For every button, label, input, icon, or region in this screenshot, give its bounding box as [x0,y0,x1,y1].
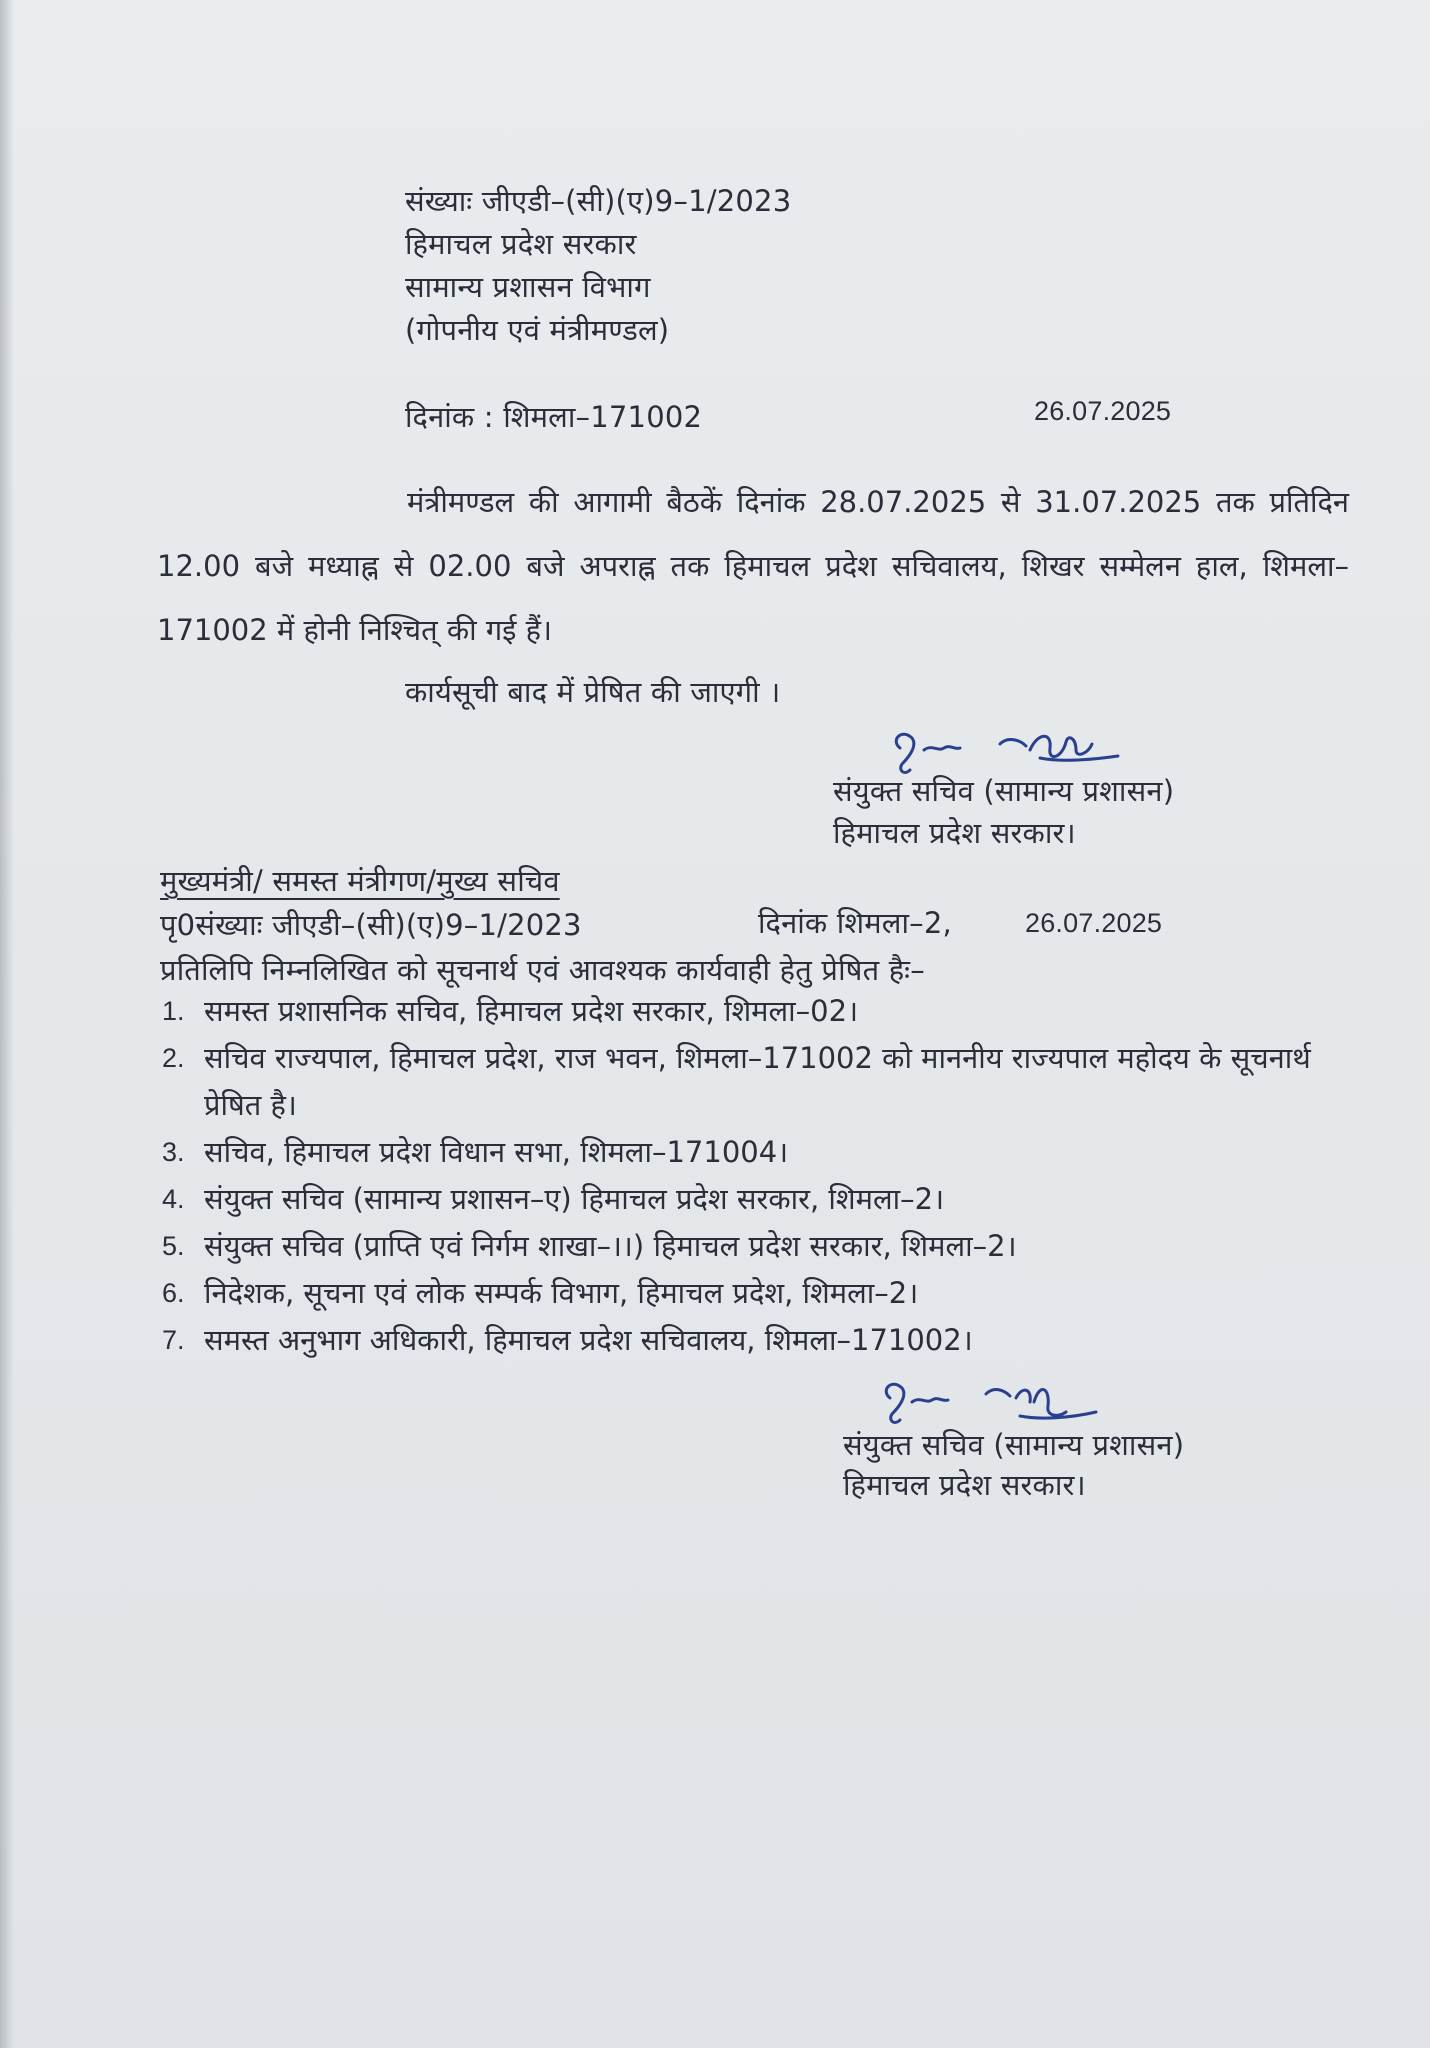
date-value: 26.07.2025 [1034,396,1172,426]
endorsement-date-value: 26.07.2025 [1025,908,1163,938]
copy-intro: प्रतिलिपि निम्नलिखित को सूचनार्थ एवं आवश्यक कार्यवाही हेतु प्रेषित हैः– [160,953,925,987]
list-item: 7. समस्त अनुभाग अधिकारी, हिमाचल प्रदेश सचिवालय, शिमला–171002। [162,1323,973,1357]
signatory-designation: संयुक्त सचिव (सामान्य प्रशासन) [843,1428,1185,1462]
endorsement-number: पृ0संख्याः जीएडी–(सी)(ए)9–1/2023 [160,908,582,942]
list-item: 6. निदेशक, सूचना एवं लोक सम्पर्क विभाग, हिमाचल प्रदेश, शिमला–2। [162,1276,919,1310]
signatory-government: हिमाचल प्रदेश सरकार। [833,816,1076,850]
list-item: 5. संयुक्त सचिव (प्राप्ति एवं निर्गम शाखा–।।) हिमाचल प्रदेश सरकार, शिमला–2। [162,1229,1017,1263]
list-item: 1. समस्त प्रशासनिक सचिव, हिमाचल प्रदेश सरकार, शिमला–02। [162,994,859,1028]
signatory-government: हिमाचल प्रदेश सरकार। [843,1468,1086,1502]
endorsement-date-label: दिनांक शिमला–2, [758,906,952,940]
meeting-paragraph [157,470,1349,662]
signatory-designation: संयुक्त सचिव (सामान्य प्रशासन) [833,774,1175,808]
file-number: संख्याः जीएडी–(सी)(ए)9–1/2023 [405,184,792,218]
agenda-note: कार्यसूची बाद में प्रेषित की जाएगी । [405,675,781,709]
department-name: सामान्य प्रशासन विभाग [405,270,651,304]
copy-list [157,988,1357,1364]
date-label: दिनांक : शिमला–171002 [405,400,703,434]
list-item: 2. सचिव राज्यपाल, हिमाचल प्रदेश, राज भवन, शिमला–171002 को माननीय राज्यपाल महोदय के सूचनार्थ प्रेषित है। [162,1041,1311,1122]
branch-name: (गोपनीय एवं मंत्रीमण्डल) [405,313,670,347]
list-item: 4. संयुक्त सचिव (सामान्य प्रशासन–ए) हिमाचल प्रदेश सरकार, शिमला–2। [162,1182,945,1216]
government-name: हिमाचल प्रदेश सरकार [405,227,637,261]
list-item: 3. सचिव, हिमाचल प्रदेश विधान सभा, शिमला–171004। [162,1135,789,1169]
recipients-line: मुख्यमंत्री/ समस्त मंत्रीगण/मुख्य सचिव [160,864,560,898]
meeting-paragraph-text: मंत्रीमण्डल की आगामी बैठकें दिनांक 28.07.2025 से 31.07.2025 तक प्रतिदिन 12.00 बजे मध्याह्न से 02.00 बजे अपराह्न तक हिमाचल प्रदेश सचिवालय, शिखर सम्मेलन हाल, शिमला–171002 में होनी निश्चित् की गई हैं। [157,485,1349,647]
